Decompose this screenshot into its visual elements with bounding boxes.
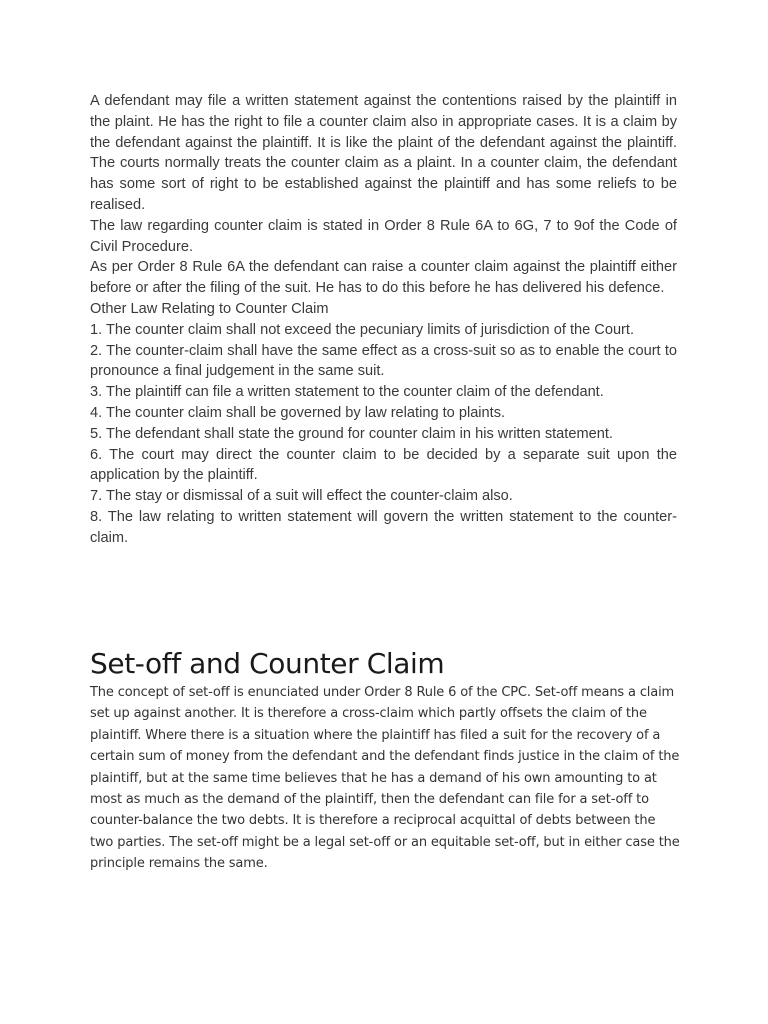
setoff-heading: Set-off and Counter Claim	[90, 647, 445, 680]
rule-item: 7. The stay or dismissal of a suit will effect the counter-claim also.	[90, 488, 513, 505]
rule-item: 5. The defendant shall state the ground for counter claim in his written statement.	[90, 425, 613, 442]
rule-item: 1. The counter claim shall not exceed the pecuniary limits of jurisdiction of the Court.	[90, 321, 635, 338]
other-law-heading: Other Law Relating to Counter Claim	[90, 300, 329, 317]
intro-paragraph: As per Order 8 Rule 6A the defendant can raise a counter claim against the plaintiff either before or after the filing of the suit. He has to do this before he has delivered his defence.	[90, 259, 677, 297]
counter-claim-section	[90, 91, 677, 549]
rule-item: 3. The plaintiff can file a written statement to the counter claim of the defendant.	[90, 384, 604, 401]
setoff-body: The concept of set-off is enunciated under Order 8 Rule 6 of the CPC. Set-off means a claim set up against another. It is therefore a cross-claim which partly offsets the claim of the plaintiff. Where there is a situation where the plaintiff has filed a suit for the recovery of a certain sum of money from the defendant and the defendant finds justice in the claim of the plaintiff, but at the same time believes that he has a demand of his own amounting to at most as much as the demand of the plaintiff, then the defendant can file for a set-off to counter-balance the two debts. It is therefore a reciprocal acquittal of debts between the two parties. The set-off might be a legal set-off or an equitable set-off, but in either case the principle remains the same.	[90, 685, 680, 872]
rule-item: 6. The court may direct the counter claim to be decided by a separate suit upon the application by the plaintiff.	[90, 446, 677, 484]
intro-paragraph: A defendant may file a written statement against the contentions raised by the plaintiff in the plaint. He has the right to file a counter claim also in appropriate cases. It is a claim by the defendant against the plaintiff. It is like the plaint of the defendant against the plaintiff. The courts normally treats the counter claim as a plaint. In a counter claim, the defendant has some sort of right to be established against the plaintiff and has some reliefs to be realised.	[90, 93, 677, 213]
intro-paragraph: The law regarding counter claim is stated in Order 8 Rule 6A to 6G, 7 to 9of the Code of Civil Procedure.	[90, 217, 677, 255]
rule-item: 2. The counter-claim shall have the same effect as a cross-suit so as to enable the court to pronounce a final judgement in the same suit.	[90, 342, 677, 380]
rule-item: 4. The counter claim shall be governed by law relating to plaints.	[90, 404, 506, 421]
rule-item: 8. The law relating to written statement will govern the written statement to the counter-claim.	[90, 508, 677, 546]
